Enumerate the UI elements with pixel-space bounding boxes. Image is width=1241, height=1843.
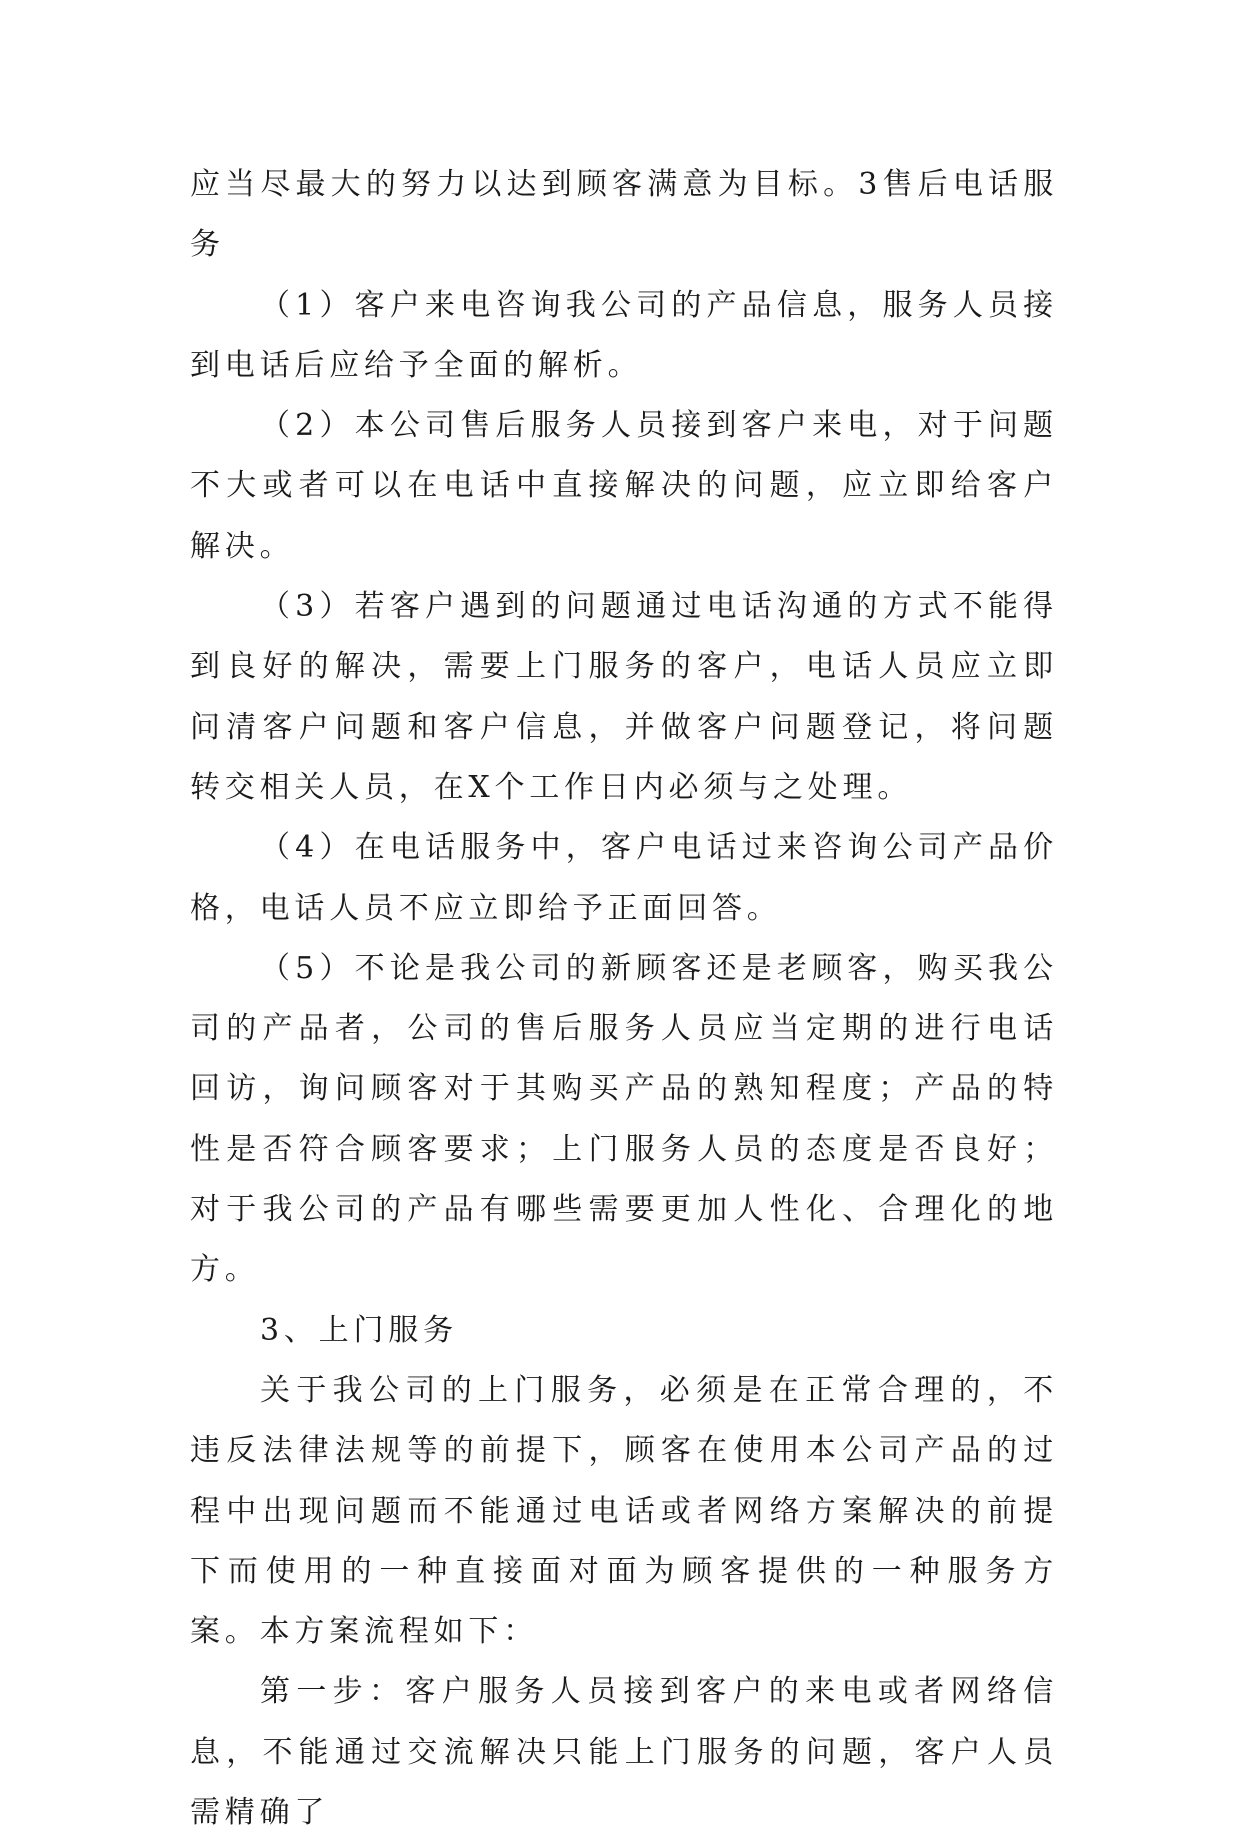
paragraph-item-5: （5）不论是我公司的新顾客还是老顾客，购买我公司的产品者，公司的售后服务人员应当定期的进行电话回访，询问顾客对于其购买产品的熟知程度；产品的特性是否符合顾客要求；上门服务人员的态度是否良好；对于我公司的产品有哪些需要更加人性化、合理化的地方。 [190,950,1058,1288]
section-heading-onsite-service: 3、上门服务 [260,1312,458,1348]
paragraph-onsite-intro: 关于我公司的上门服务，必须是在正常合理的，不违反法律法规等的前提下，顾客在使用本公司产品的过程中出现问题而不能通过电话或者网络方案解决的前提下而使用的一种直接面对面为顾客提供的一种服务方案。本方案流程如下： [190,1372,1058,1650]
paragraph-item-4: （4）在电话服务中，客户电话过来咨询公司产品价格，电话人员不应立即给予正面回答。 [190,830,1058,926]
document-body [190,155,1058,1843]
paragraph-item-3: （3）若客户遇到的问题通过电话沟通的方式不能得到良好的解决，需要上门服务的客户，电话人员应立即问清客户问题和客户信息，并做客户问题登记，将问题转交相关人员，在X个工作日内必须与之处理。 [190,589,1058,805]
paragraph-continuation: 应当尽最大的努力以达到顾客满意为目标。3售后电话服务 [190,167,1058,263]
paragraph-step-1: 第一步：客户服务人员接到客户的来电或者网络信息，不能通过交流解决只能上门服务的问题，客户人员需精确了 [190,1674,1058,1831]
paragraph-item-1: （1）客户来电咨询我公司的产品信息，服务人员接到电话后应给予全面的解析。 [190,287,1058,383]
paragraph-item-2: （2）本公司售后服务人员接到客户来电，对于问题不大或者可以在电话中直接解决的问题，应立即给客户解决。 [190,408,1058,564]
